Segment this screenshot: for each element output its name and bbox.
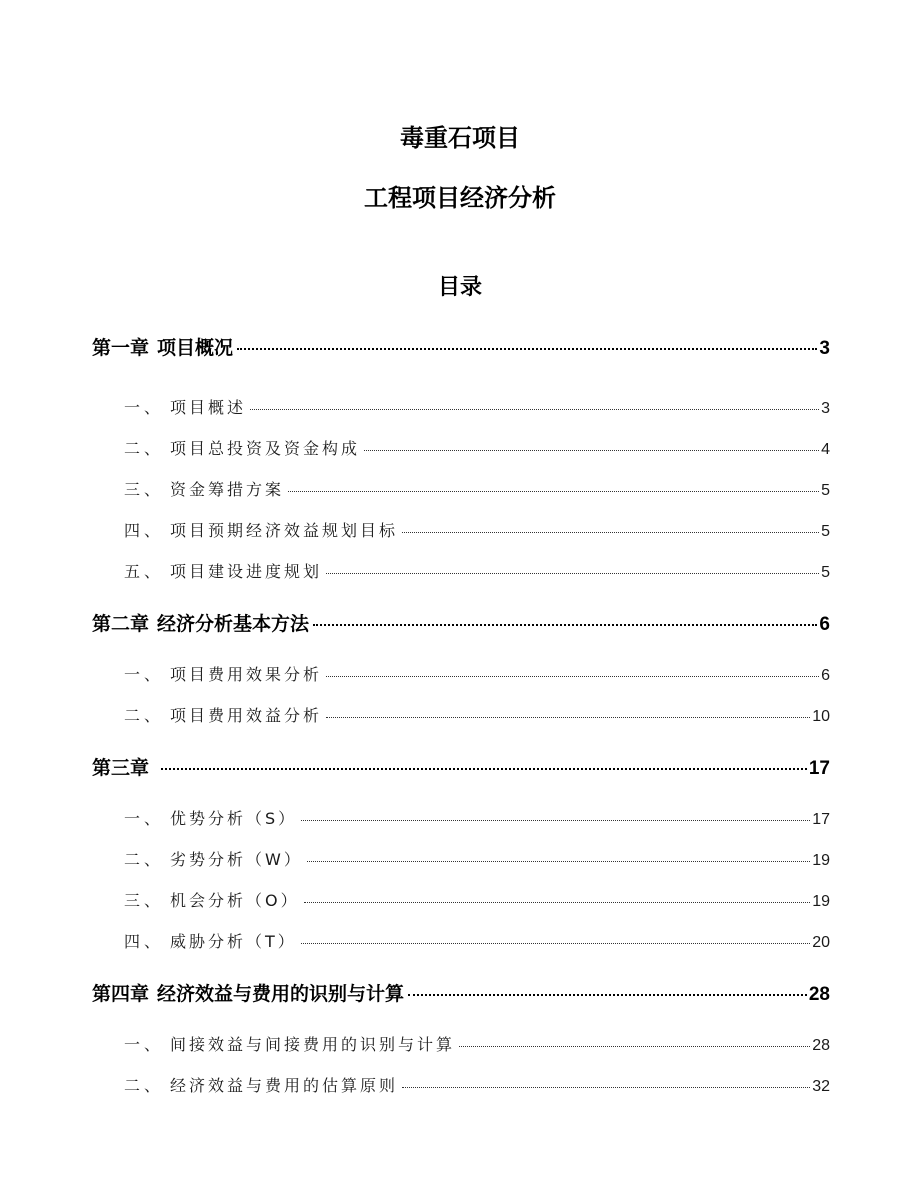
dot-leader xyxy=(250,409,819,410)
dot-leader xyxy=(402,532,819,533)
toc-section-1-2[interactable] xyxy=(124,438,830,461)
toc-section-3-3[interactable] xyxy=(124,890,830,913)
toc-section-4-2[interactable] xyxy=(124,1075,830,1098)
section-title: 劣势分析（W） xyxy=(170,850,303,869)
toc-section-2-1[interactable] xyxy=(124,664,830,687)
dot-leader xyxy=(459,1046,810,1047)
dot-leader xyxy=(326,717,810,718)
dot-leader xyxy=(408,994,807,996)
section-title: 间接效益与间接费用的识别与计算 xyxy=(170,1035,456,1054)
document-subtitle: 工程项目经济分析 xyxy=(364,184,556,212)
chapter-title: 经济分析基本方法 xyxy=(157,613,310,635)
document-title: 毒重石项目 xyxy=(400,124,520,152)
section-title: 项目概述 xyxy=(170,398,247,417)
dot-leader xyxy=(301,820,810,821)
page-number: 28 xyxy=(812,1037,830,1054)
section-title: 项目预期经济效益规划目标 xyxy=(170,521,399,540)
page-number: 6 xyxy=(821,667,830,684)
chapter-number: 第四章 xyxy=(92,983,150,1005)
dot-leader xyxy=(364,450,819,451)
page-number: 3 xyxy=(821,400,830,417)
page-number: 5 xyxy=(821,523,830,540)
page-number: 17 xyxy=(812,811,830,828)
toc-section-1-4[interactable] xyxy=(124,520,830,543)
dot-leader xyxy=(326,676,819,677)
toc-chapter-3[interactable] xyxy=(92,757,830,780)
dot-leader xyxy=(304,902,811,903)
page-number: 17 xyxy=(808,758,830,779)
section-title: 经济效益与费用的估算原则 xyxy=(170,1076,399,1095)
page-number: 19 xyxy=(812,852,830,869)
section-number: 二、 xyxy=(124,850,165,869)
dot-leader xyxy=(307,861,810,862)
dot-leader xyxy=(402,1087,810,1088)
toc-heading: 目录 xyxy=(437,275,482,300)
toc-section-3-1[interactable] xyxy=(124,808,830,831)
dot-leader xyxy=(313,624,817,626)
toc-chapter-1[interactable] xyxy=(92,337,830,360)
toc-section-1-5[interactable] xyxy=(124,561,830,584)
dot-leader xyxy=(301,943,810,944)
section-title: 优势分析（S） xyxy=(170,809,298,828)
dot-leader xyxy=(237,348,817,350)
section-number: 二、 xyxy=(124,1076,165,1095)
toc-section-1-1[interactable] xyxy=(124,397,830,420)
section-number: 一、 xyxy=(124,1035,165,1054)
section-title: 资金筹措方案 xyxy=(170,480,285,499)
chapter-title: 项目概况 xyxy=(157,337,234,359)
dot-leader xyxy=(288,491,819,492)
chapter-number: 第三章 xyxy=(92,757,150,779)
chapter-number: 第二章 xyxy=(92,613,150,635)
page-number: 32 xyxy=(812,1078,830,1095)
page-number: 6 xyxy=(819,614,830,635)
toc-section-1-3[interactable] xyxy=(124,479,830,502)
chapter-number: 第一章 xyxy=(92,337,150,359)
section-title: 项目建设进度规划 xyxy=(170,562,323,581)
toc-section-3-2[interactable] xyxy=(124,849,830,872)
section-number: 一、 xyxy=(124,665,165,684)
section-number: 一、 xyxy=(124,809,165,828)
page-number: 28 xyxy=(808,984,830,1005)
section-number: 一、 xyxy=(124,398,165,417)
section-title: 机会分析（O） xyxy=(170,891,300,910)
section-title: 项目费用效果分析 xyxy=(170,665,323,684)
toc-section-4-1[interactable] xyxy=(124,1034,830,1057)
dot-leader xyxy=(161,768,807,770)
page-number: 3 xyxy=(819,338,830,359)
chapter-title: 经济效益与费用的识别与计算 xyxy=(157,983,405,1005)
page-number: 10 xyxy=(812,708,830,725)
toc-chapter-4[interactable] xyxy=(92,983,830,1006)
toc-chapter-2[interactable] xyxy=(92,613,830,636)
dot-leader xyxy=(326,573,819,574)
section-number: 二、 xyxy=(124,439,165,458)
page-number: 20 xyxy=(812,934,830,951)
section-number: 四、 xyxy=(124,932,165,951)
section-number: 二、 xyxy=(124,706,165,725)
section-number: 四、 xyxy=(124,521,165,540)
page-number: 19 xyxy=(812,893,830,910)
toc-section-3-4[interactable] xyxy=(124,931,830,954)
section-title: 项目费用效益分析 xyxy=(170,706,323,725)
toc-section-2-2[interactable] xyxy=(124,705,830,728)
section-title: 项目总投资及资金构成 xyxy=(170,439,361,458)
section-number: 三、 xyxy=(124,891,165,910)
page-number: 5 xyxy=(821,564,830,581)
section-title: 威胁分析（T） xyxy=(170,932,297,951)
section-number: 五、 xyxy=(124,562,165,581)
page-number: 4 xyxy=(821,441,830,458)
page-number: 5 xyxy=(821,482,830,499)
section-number: 三、 xyxy=(124,480,165,499)
